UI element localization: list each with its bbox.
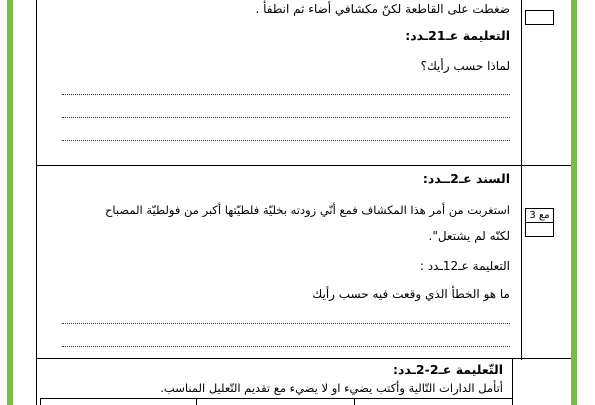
section1-instruction-title: التعليمة عـ21ـدد:: [405, 28, 510, 43]
content-right-border: [521, 0, 522, 360]
section3-right-border: [512, 358, 513, 405]
answer-line: [62, 140, 510, 141]
circuits-table-col-divider: [354, 398, 355, 405]
section-divider-1: [36, 165, 571, 166]
left-green-border: [7, 0, 13, 405]
section2-question: ما هو الخطأ الذي وقعت فيه حسب رأيك: [312, 287, 510, 301]
circuits-table-left: [40, 398, 41, 405]
answer-line: [62, 346, 510, 347]
section-divider-2: [36, 358, 571, 359]
section2-support-text-line2: لكنّه لم يشتعل".: [428, 229, 510, 243]
score-box-1: [525, 10, 554, 25]
section1-top-line: ضغطت على القاطعة لكنّ مكشافي أضاء ثم انطفأ .: [255, 2, 510, 16]
section2-support-text-line1: استغربت من أمر هذا المكشاف فمع أنّي زودته بخليّة فلطيّتها أكبر من فولطيّة المصباح: [104, 203, 510, 217]
score-box-2: مع 3: [525, 208, 554, 223]
answer-line: [62, 323, 510, 324]
section2-instruction-title: التعليمة عـ12ـدد :: [419, 259, 510, 273]
right-green-border: [571, 0, 577, 405]
circuits-table-col-divider: [196, 398, 197, 405]
section3-instruction-title: التّعليمة عـ2-2ـدد:: [393, 362, 503, 377]
answer-line: [62, 117, 510, 118]
answer-line: [62, 94, 510, 95]
section1-question: لماذا حسب رأيك؟: [420, 59, 510, 73]
section3-instruction-text: أتأمل الدارات التّالية وأكتب يضيء او لا يضيء مع تقديم التّعليل المناسب.: [160, 381, 503, 395]
section2-support-title: السند عـ2ــدد:: [422, 171, 510, 186]
content-left-border: [36, 0, 37, 405]
score-box-3: [525, 222, 554, 237]
circuits-table-top: [40, 398, 512, 399]
